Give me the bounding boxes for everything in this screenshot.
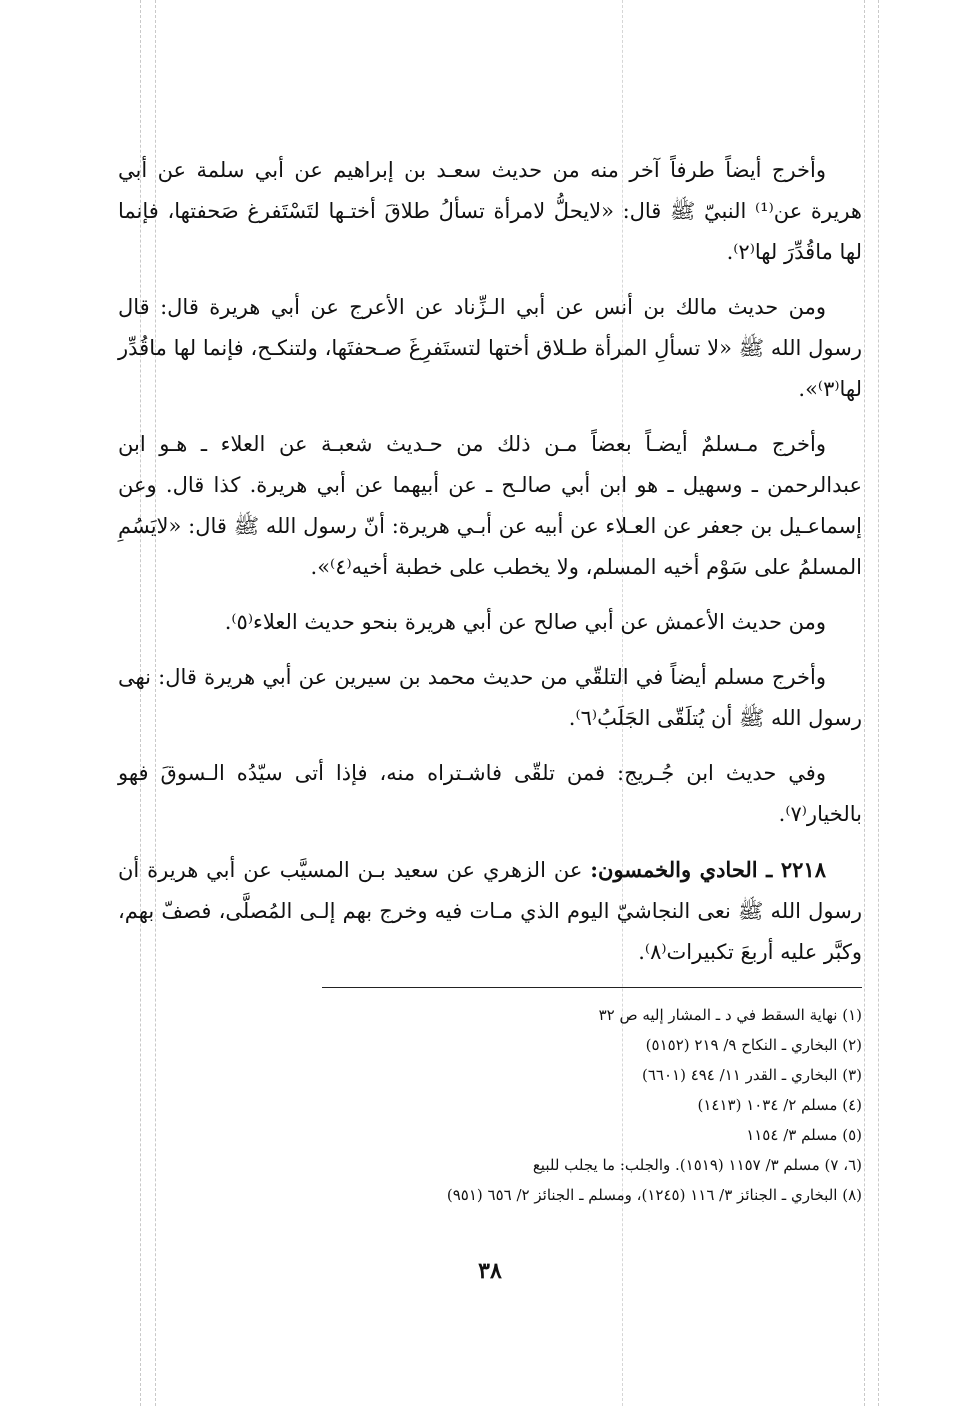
paragraph-text: وأخرج مسلم أيضاً في التلقّي من حديث محمد بن سيرين عن أبي هريرة قال: نهى رسول الله ﷺ أن يُتلَقّى الجَلَبُ⁽٦⁾.	[118, 665, 862, 730]
paragraph	[118, 602, 862, 643]
paragraph	[118, 150, 862, 273]
footnote: (٦، ٧) مسلم ٣/ ١١٥٧ (١٥١٩). والجلب: ما يجلب للبيع	[532, 1156, 862, 1174]
paragraph-text: وفي حديث ابن جُـريج: فمن تلقّى فاشـتراه منه، فإذا أتى سيّدُه الـسوقَ فهو بالخيار⁽٧⁾.	[118, 761, 862, 826]
footnote: (٢) البخاري ـ النكاح ٩/ ٢١٩ (٥١٥٢)	[645, 1036, 862, 1054]
paragraph-text: ومن حديث الأعمش عن أبي صالح عن أبي هريرة بنحو حديث العلاء⁽٥⁾.	[224, 610, 826, 634]
page-body	[118, 150, 862, 1210]
paragraph-text: عن الزهري عن سعيد بـن المسيَّب عن أبي هريرة أن رسول الله ﷺ نعى النجاشيّ اليوم الذي مـات فيه وخرج بهم إلـى المُصلَّى، فصفّ بهم، وكبَّر عليه أربعَ تكبيرات⁽٨⁾.	[118, 858, 862, 964]
footnote: (٣) البخاري ـ القدر ١١/ ٤٩٤ (٦٦٠١)	[641, 1066, 862, 1084]
page-number: ٣٨	[478, 1258, 502, 1284]
footnote: (٥) مسلم ٣/ ١١٥٤	[746, 1126, 862, 1144]
footnote: (١) نهاية السقط في د ـ المشار إليه ص ٣٢	[598, 1006, 862, 1024]
paragraph	[118, 753, 862, 835]
paragraph-text: وأخرج أيضاً طرفاً آخر منه من حديث سعـد بن إبراهيم عن أبي سلمة عن أبي هريرة عن⁽¹⁾ النبيّ ﷺ قال: «لايحلُّ لامرأة تسألُ طلاقَ أختـها لتَسْتَفرغ صَحفتها، فإنما لها ماقُدِّرَ لها⁽٢⁾.	[118, 158, 862, 264]
footnote-divider	[322, 987, 862, 988]
paragraph-text: وأخرج مـسلمٌ أيضـاً بعضاً مـن ذلك من حـديث شعبـة عن العلاء ـ هـو ابن عبدالرحمن ـ وسهيل ـ هو ابن أبي صالـح ـ عن أبيهما عن أبي هريرة. كذا قال. وعن إسماعـيل بن جعفر عن العـلاء عن أبيه عن أبـي هريرة: أنّ رسول الله ﷺ قال: «لايَسُمِ المسلمُ على سَوْم أخيه المسلم، ولا يخطب على خطبة أخيه⁽٤⁾».	[118, 432, 862, 579]
paragraph	[118, 657, 862, 739]
scan-fold-line	[878, 0, 879, 1406]
hadith-number-label: ٢٢١٨ ـ الحادي والخمسون:	[590, 857, 826, 882]
paragraph-text: ومن حديث مالك بن أنس عن أبي الـزِّناد عن الأعرج عن أبي هريرة قال: قال رسول الله ﷺ «لا تسألِ المرأة طـلاق أختها لتستَفرِغَ صـحفتَها، ولتنكـح، فإنما لها ماقُدِّر لها⁽٣⁾».	[118, 295, 862, 401]
paragraph	[118, 424, 862, 588]
footnote: (٨) البخاري ـ الجنائز ٣/ ١١٦ (١٢٤٥)، ومسلم ـ الجنائز ٢/ ٦٥٦ (٩٥١)	[446, 1186, 862, 1204]
paragraph	[118, 287, 862, 410]
footnotes	[118, 1000, 862, 1210]
scan-fold-line	[864, 0, 865, 1406]
hadith-entry	[118, 849, 862, 973]
footnote: (٤) مسلم ٢/ ١٠٣٤ (١٤١٣)	[697, 1096, 862, 1114]
